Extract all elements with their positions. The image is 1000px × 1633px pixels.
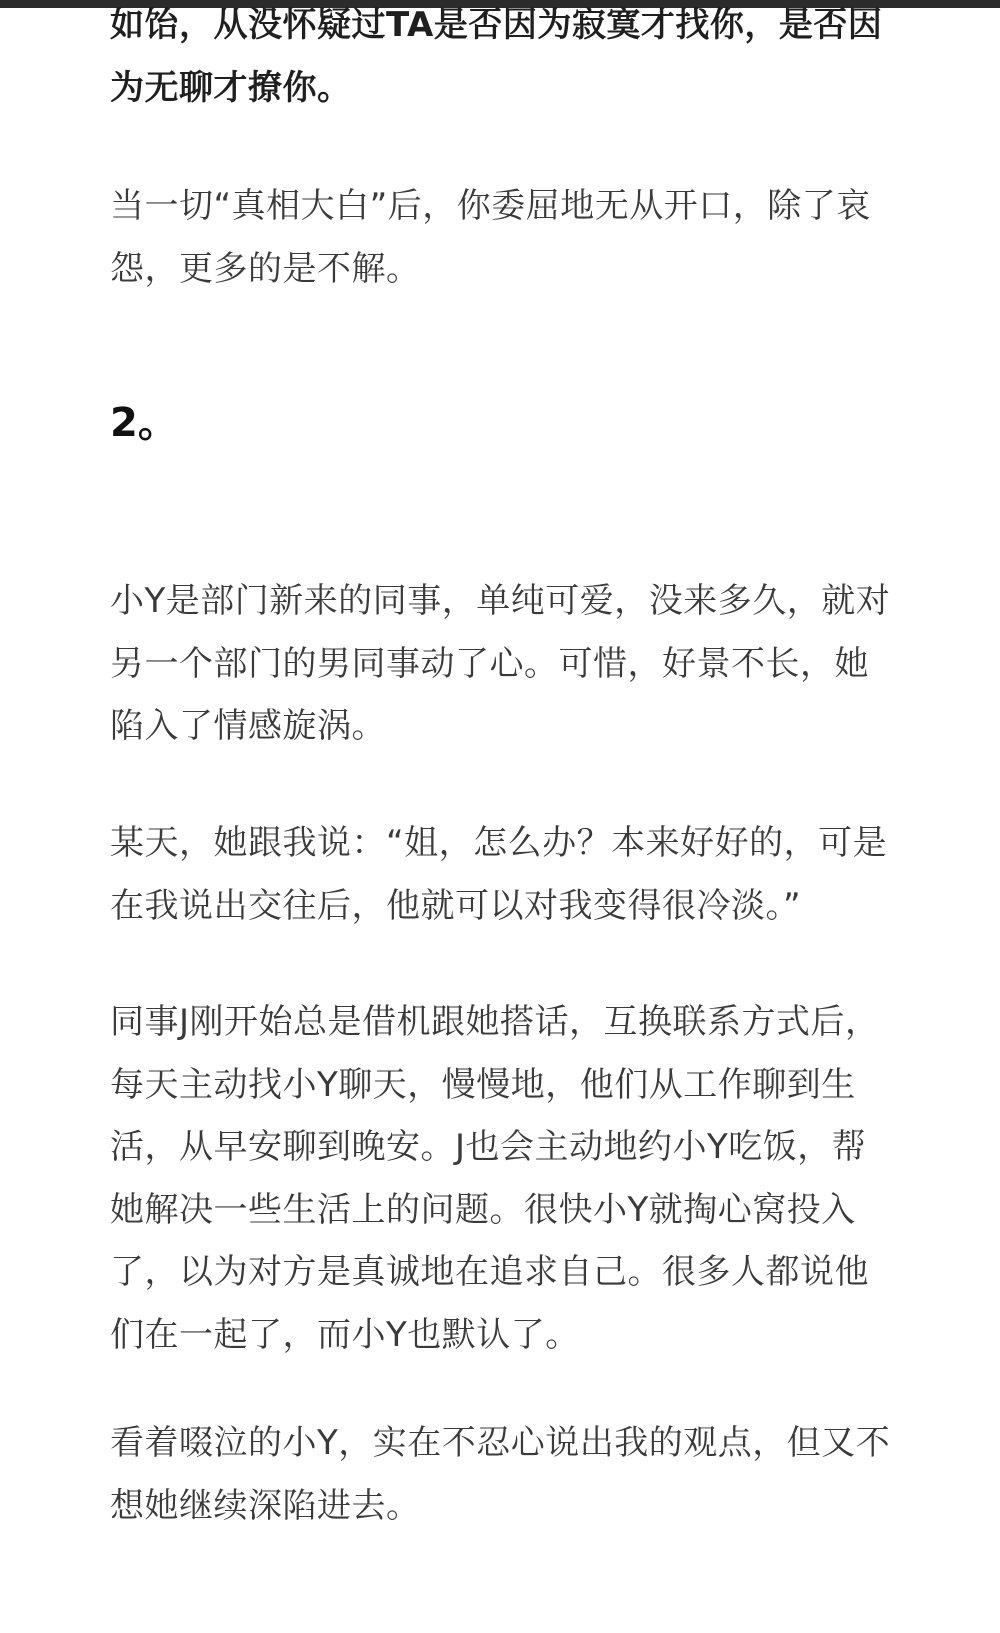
paragraph: 同事J刚开始总是借机跟她搭话，互换联系方式后，每天主动找小Y聊天，慢慢地，他们从工作聊到生活，从早安聊到晚安。J也会主动地约小Y吃饭，帮她解决一些生活上的问题。很快小Y就掏心窝投入了，以为对方是真诚地在追求自己。很多人都说他们在一起了，而小Y也默认了。: [110, 1002, 880, 1355]
paragraph: 看着啜泣的小Y，实在不忍心说出我的观点，但又不想她继续深陷进去。: [110, 1423, 891, 1526]
intro-paragraph: 如饴，从没怀疑过TA是否因为寂寞才找你，是否因为无聊才撩你。: [110, 5, 883, 108]
paragraph: 当一切“真相大白”后，你委屈地无从开口，除了哀怨，更多的是不解。: [110, 186, 871, 289]
paragraph: 小Y是部门新来的同事，单纯可爱，没来多久，就对另一个部门的男同事动了心。可惜，好景不长，她陷入了情感旋涡。: [110, 581, 891, 746]
paragraph: 某天，她跟我说：“姐，怎么办？本来好好的，可是在我说出交往后，他就可以对我变得很冷淡。”: [110, 823, 888, 926]
section-heading: 2。: [110, 400, 178, 446]
